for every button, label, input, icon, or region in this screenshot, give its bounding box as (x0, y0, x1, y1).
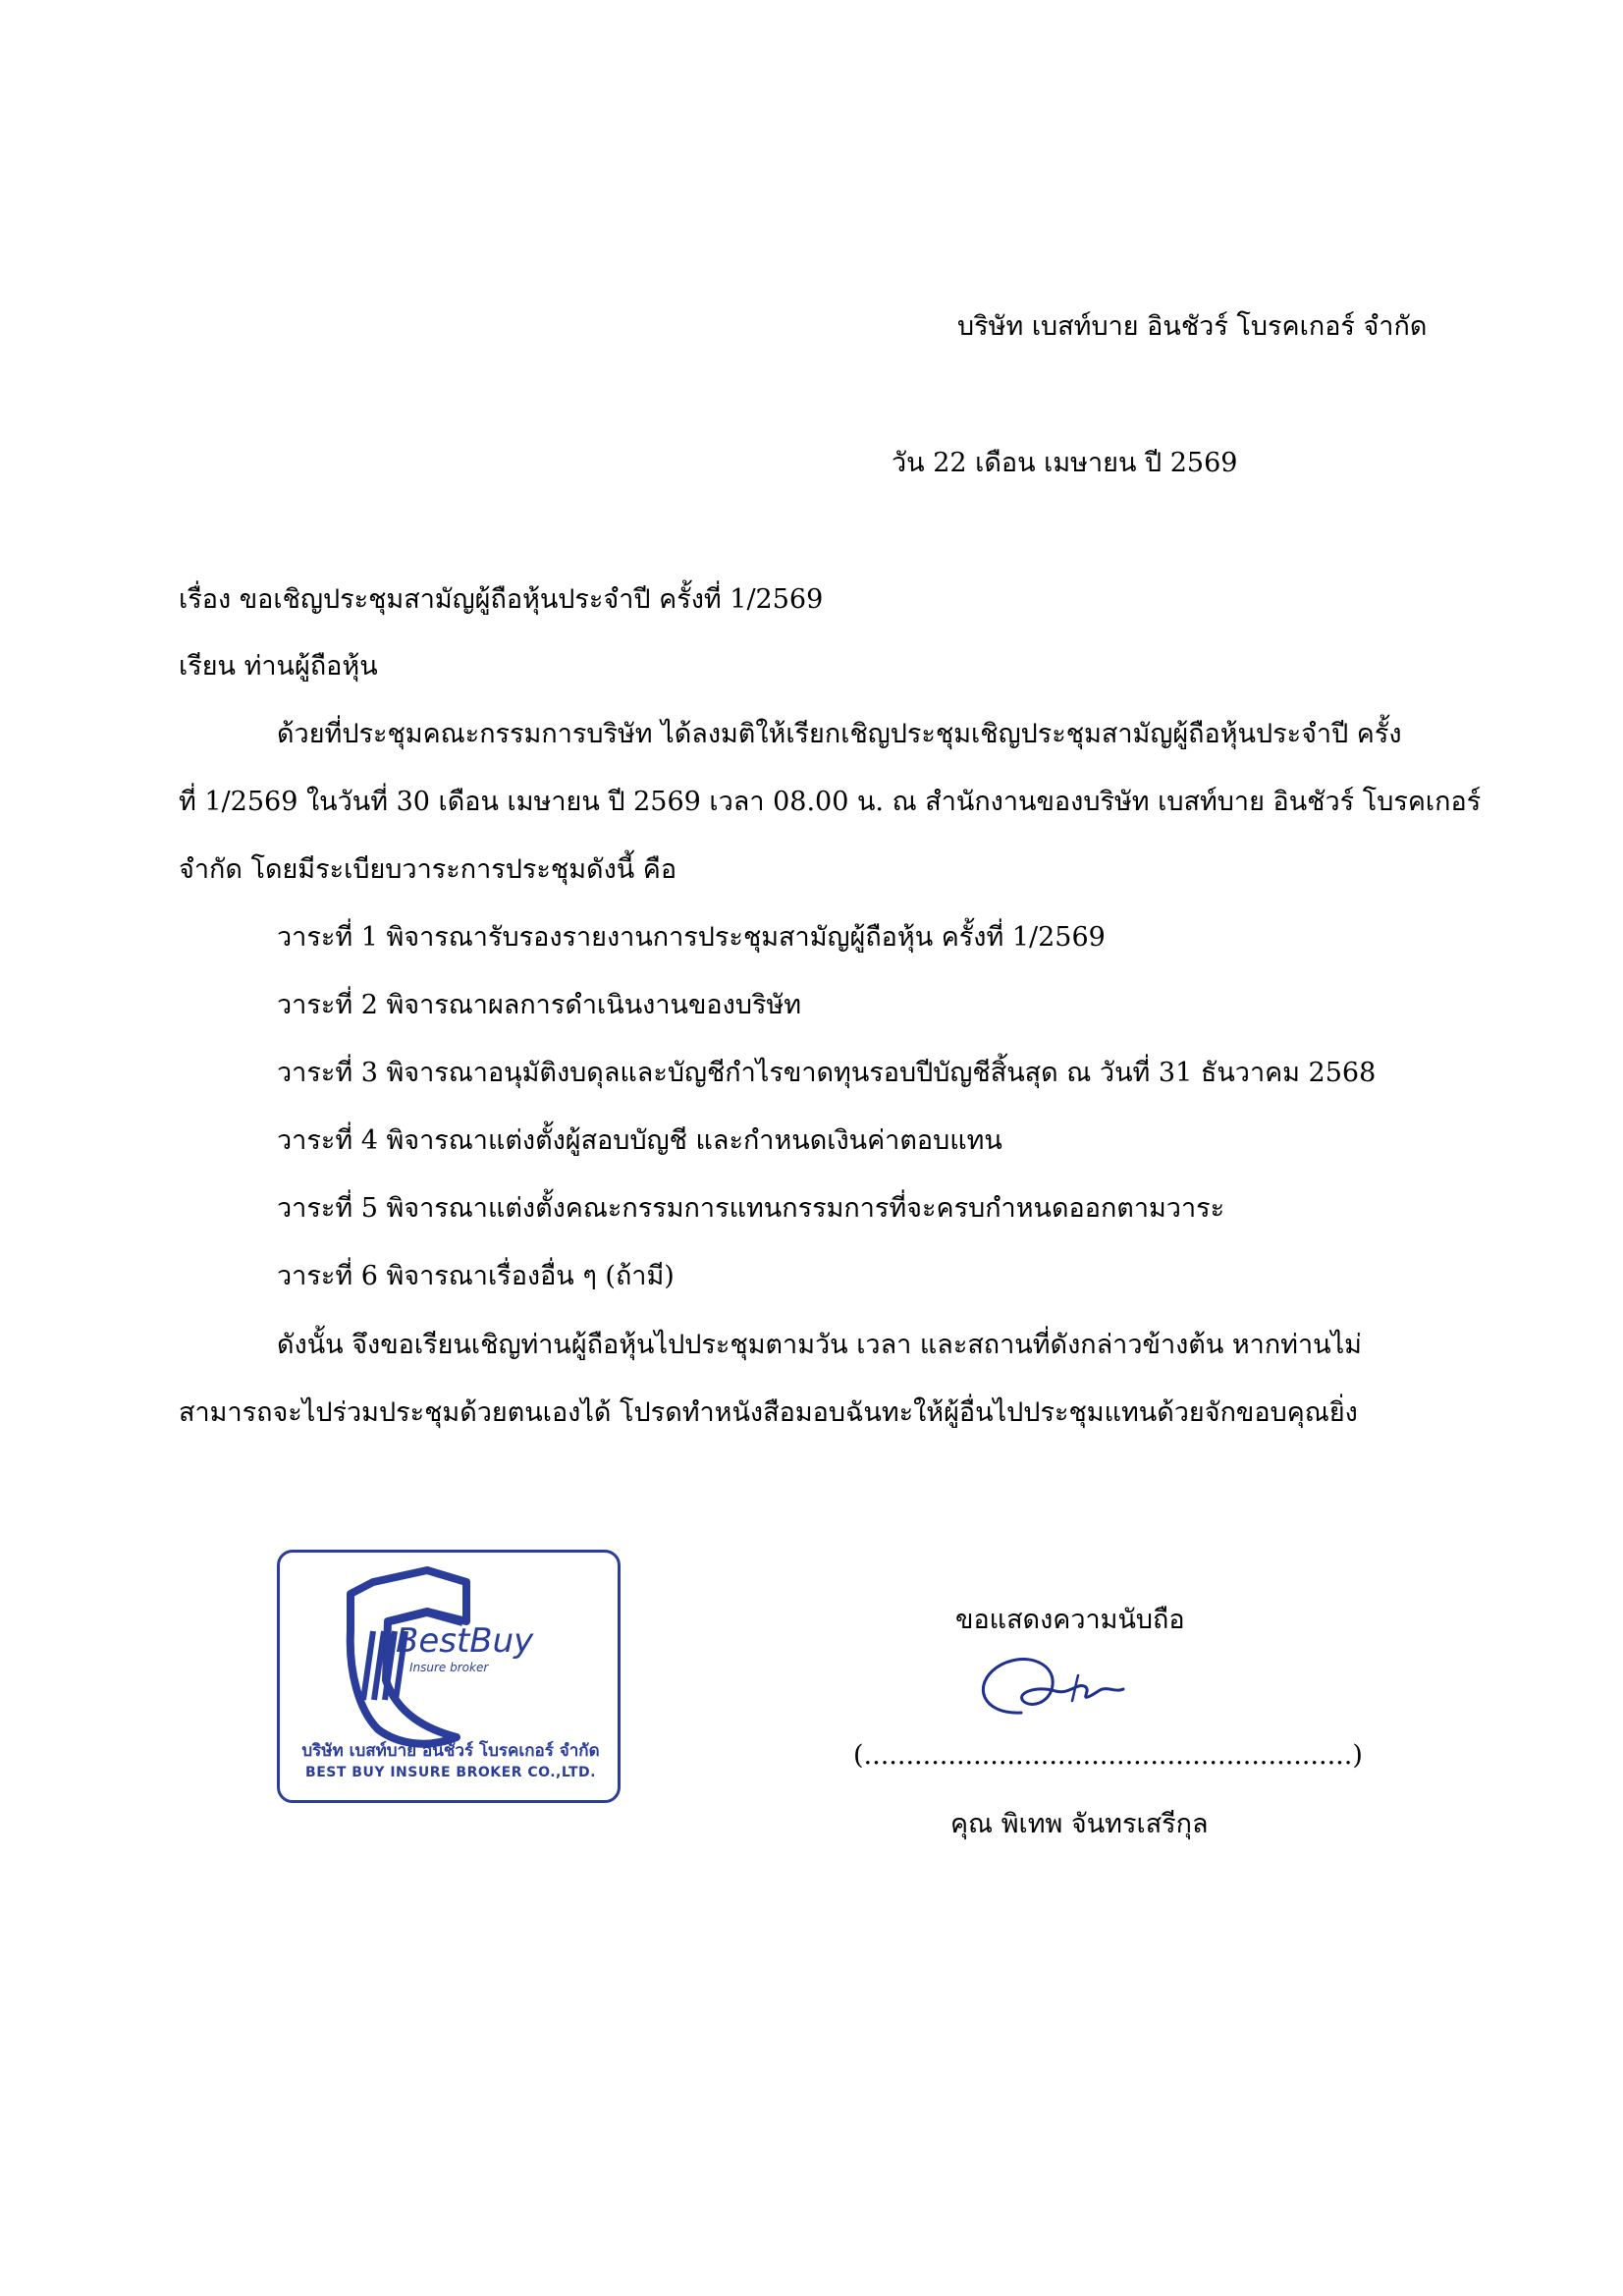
body-paragraph-1-line-2: ที่ 1/2569 ในวันที่ 30 เดือน เมษายน ปี 2569 เวลา 08.00 น. ณ สำนักงานของบริษัท เบสท์บาย อินชัวร์ โบรคเกอร์ (179, 787, 1482, 817)
body-paragraph-1-line-3: จำกัด โดยมีระเบียบวาระการประชุมดังนี้ คือ (179, 854, 677, 885)
stamp-company-english: BEST BUY INSURE BROKER CO.,LTD. (305, 1765, 596, 1780)
agenda-item-6: วาระที่ 6 พิจารณาเรื่องอื่น ๆ (ถ้ามี) (277, 1261, 675, 1291)
stamp-tagline: Insure broker (409, 1661, 489, 1674)
body-paragraph-1-line-1: ด้วยที่ประชุมคณะกรรมการบริษัท ได้ลงมติให้เรียกเชิญประชุมเชิญประชุมสามัญผู้ถือหุ้นประจำปี ครั้ง (277, 719, 1402, 749)
agenda-item-4: วาระที่ 4 พิจารณาแต่งตั้งผู้สอบบัญชี และกำหนดเงินค่าตอบแทน (277, 1125, 1002, 1156)
signature-line: (..........................................................) (853, 1740, 1363, 1771)
stamp-company-thai: บริษัท เบสท์บาย อินชัวร์ โบรคเกอร์ จำกัด (301, 1741, 600, 1761)
letter-subject: เรื่อง ขอเชิญประชุมสามัญผู้ถือหุ้นประจำปี ครั้งที่ 1/2569 (179, 584, 824, 615)
body-paragraph-2-line-2: สามารถจะไปร่วมประชุมด้วยตนเองได้ โปรดทำหนังสือมอบฉันทะให้ผู้อื่นไปประชุมแทนด้วยจักขอบคุณยิ่ง (179, 1397, 1358, 1428)
agenda-item-5: วาระที่ 5 พิจารณาแต่งตั้งคณะกรรมการแทนกรรมการที่จะครบกำหนดออกตามวาระ (277, 1193, 1225, 1224)
company-name-header: บริษัท เบสท์บาย อินชัวร์ โบรคเกอร์ จำกัด (957, 311, 1428, 342)
agenda-item-3: วาระที่ 3 พิจารณาอนุมัติงบดุลและบัญชีกำไรขาดทุนรอบปีบัญชีสิ้นสุด ณ วันที่ 31 ธันวาคม 2568 (277, 1058, 1377, 1088)
stamp-brand-name: BestBuy (396, 1621, 534, 1661)
handwritten-signature (962, 1646, 1129, 1734)
letter-date: วัน 22 เดือน เมษายน ปี 2569 (892, 448, 1238, 478)
signer-name: คุณ พิเทพ จันทรเสรีกุล (950, 1809, 1209, 1839)
body-paragraph-2-line-1: ดังนั้น จึงขอเรียนเชิญท่านผู้ถือหุ้นไปประชุมตามวัน เวลา และสถานที่ดังกล่าวข้างต้น หากท่านไม่ (277, 1330, 1362, 1360)
closing-regards: ขอแสดงความนับถือ (955, 1605, 1185, 1635)
company-stamp (277, 1550, 621, 1803)
agenda-item-2: วาระที่ 2 พิจารณาผลการดำเนินงานของบริษัท (277, 990, 802, 1020)
letter-recipient: เรียน ท่านผู้ถือหุ้น (179, 651, 378, 682)
agenda-item-1: วาระที่ 1 พิจารณารับรองรายงานการประชุมสามัญผู้ถือหุ้น ครั้งที่ 1/2569 (277, 922, 1106, 953)
